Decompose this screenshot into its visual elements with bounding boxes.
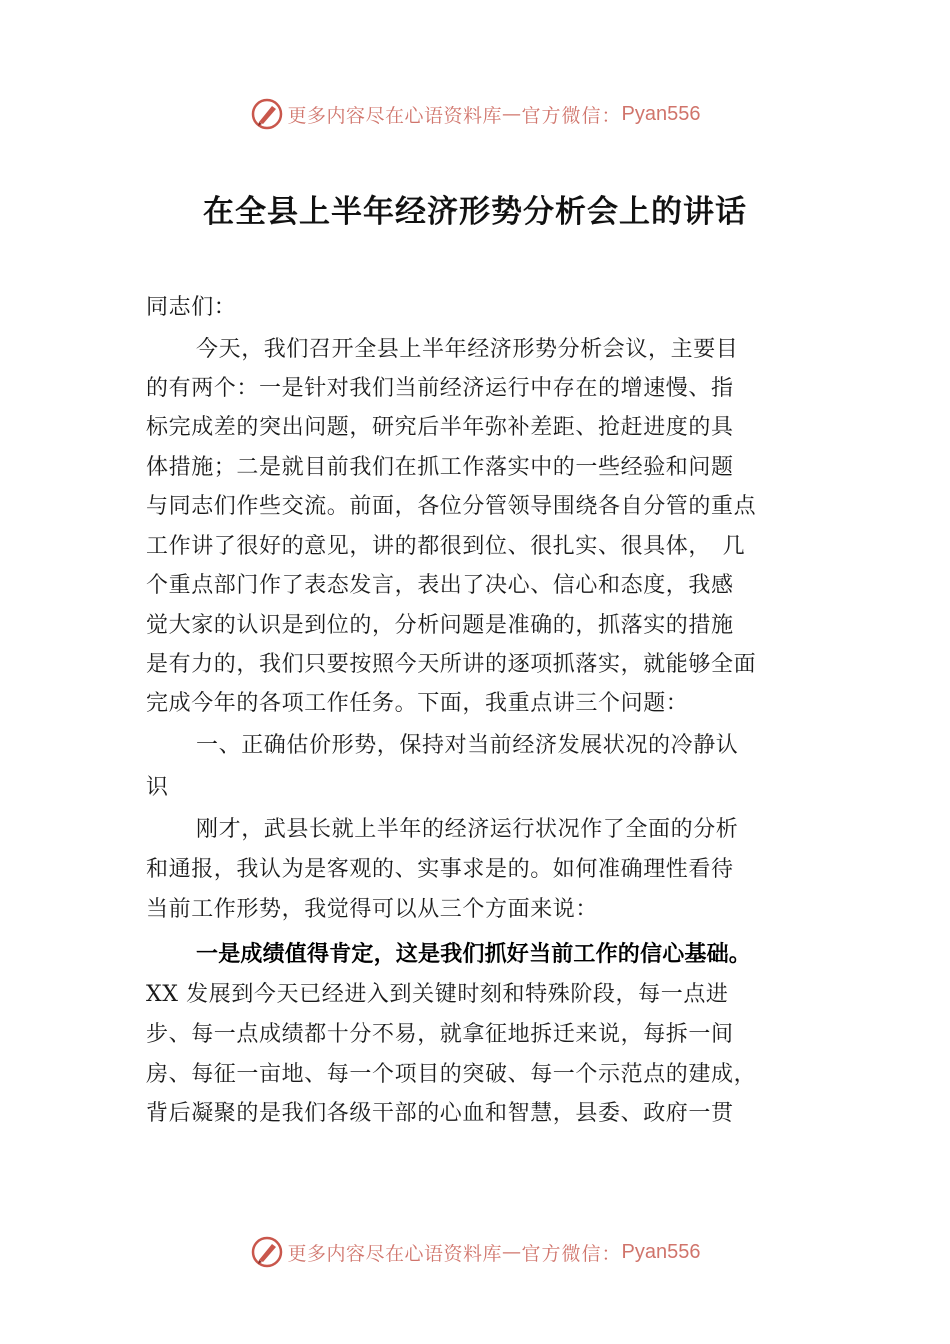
document-title: 在全县上半年经济形势分析会上的讲话 — [203, 194, 747, 230]
body-line: 完成今年的各项工作任务。下面，我重点讲三个问题： — [146, 691, 689, 716]
watermark-banner-top — [0, 94, 950, 134]
body-line: 背后凝聚的是我们各级干部的心血和智慧，县委、政府一贯 — [146, 1101, 734, 1126]
watermark-account: Pyan556 — [621, 1240, 701, 1263]
emphasis-line: 一是成绩值得肯定，这是我们抓好当前工作的信心基础。 — [196, 942, 752, 967]
watermark-separator: — — [502, 103, 522, 125]
body-line: 当前工作形势，我觉得可以从三个方面来说： — [146, 897, 599, 922]
body-line: 和通报，我认为是客观的、实事求是的。如何准确理性看待 — [146, 857, 734, 882]
body-line: 的有两个：一是针对我们当前经济运行中存在的增速慢、指 — [146, 376, 734, 401]
watermark-brand: 更多内容尽在心语资料库 — [287, 104, 503, 127]
body-line: 标完成差的突出问题，研究后半年弥补差距、抢赶进度的具 — [146, 415, 734, 440]
section-heading: 一、正确估价形势，保持对当前经济发展状况的冷静认 — [196, 733, 739, 758]
body-line: 与同志们作些交流。前面，各位分管领导围绕各自分管的重点 — [146, 494, 757, 519]
body-line: 觉大家的认识是到位的，分析问题是准确的，抓落实的措施 — [146, 613, 734, 638]
watermark-banner-bottom — [0, 1232, 950, 1272]
body-line: 工作讲了很好的意见，讲的都很到位、很扎实、很具体， 几 — [146, 534, 746, 559]
body-line: 个重点部门作了表态发言，表出了决心、信心和态度，我感 — [146, 573, 734, 598]
pen-logo-icon — [250, 97, 284, 131]
body-line: 房、每征一亩地、每一个项目的突破、每一个示范点的建成， — [146, 1062, 757, 1087]
section-heading-cont: 识 — [146, 775, 169, 800]
watermark-separator: — — [502, 1241, 522, 1263]
body-line: 是有力的，我们只要按照今天所讲的逐项抓落实，就能够全面 — [146, 652, 757, 677]
body-line: 今天，我们召开全县上半年经济形势分析会议，主要目 — [196, 337, 739, 362]
body-line: 刚才，武县长就上半年的经济运行状况作了全面的分析 — [196, 817, 739, 842]
body-line: 体措施；二是就目前我们在抓工作落实中的一些经验和问题 — [146, 455, 734, 480]
watermark-wechat-label: 官方微信： — [521, 104, 622, 127]
watermark-account: Pyan556 — [621, 102, 701, 125]
watermark-wechat-label: 官方微信： — [521, 1242, 622, 1265]
salutation: 同志们： — [146, 295, 237, 320]
body-line: XX 发展到今天已经进入到关键时刻和特殊阶段，每一点进 — [146, 982, 729, 1007]
watermark-brand: 更多内容尽在心语资料库 — [287, 1242, 503, 1265]
pen-logo-icon — [250, 1235, 284, 1269]
body-line: 步、每一点成绩都十分不易，就拿征地拆迁来说，每拆一间 — [146, 1022, 734, 1047]
